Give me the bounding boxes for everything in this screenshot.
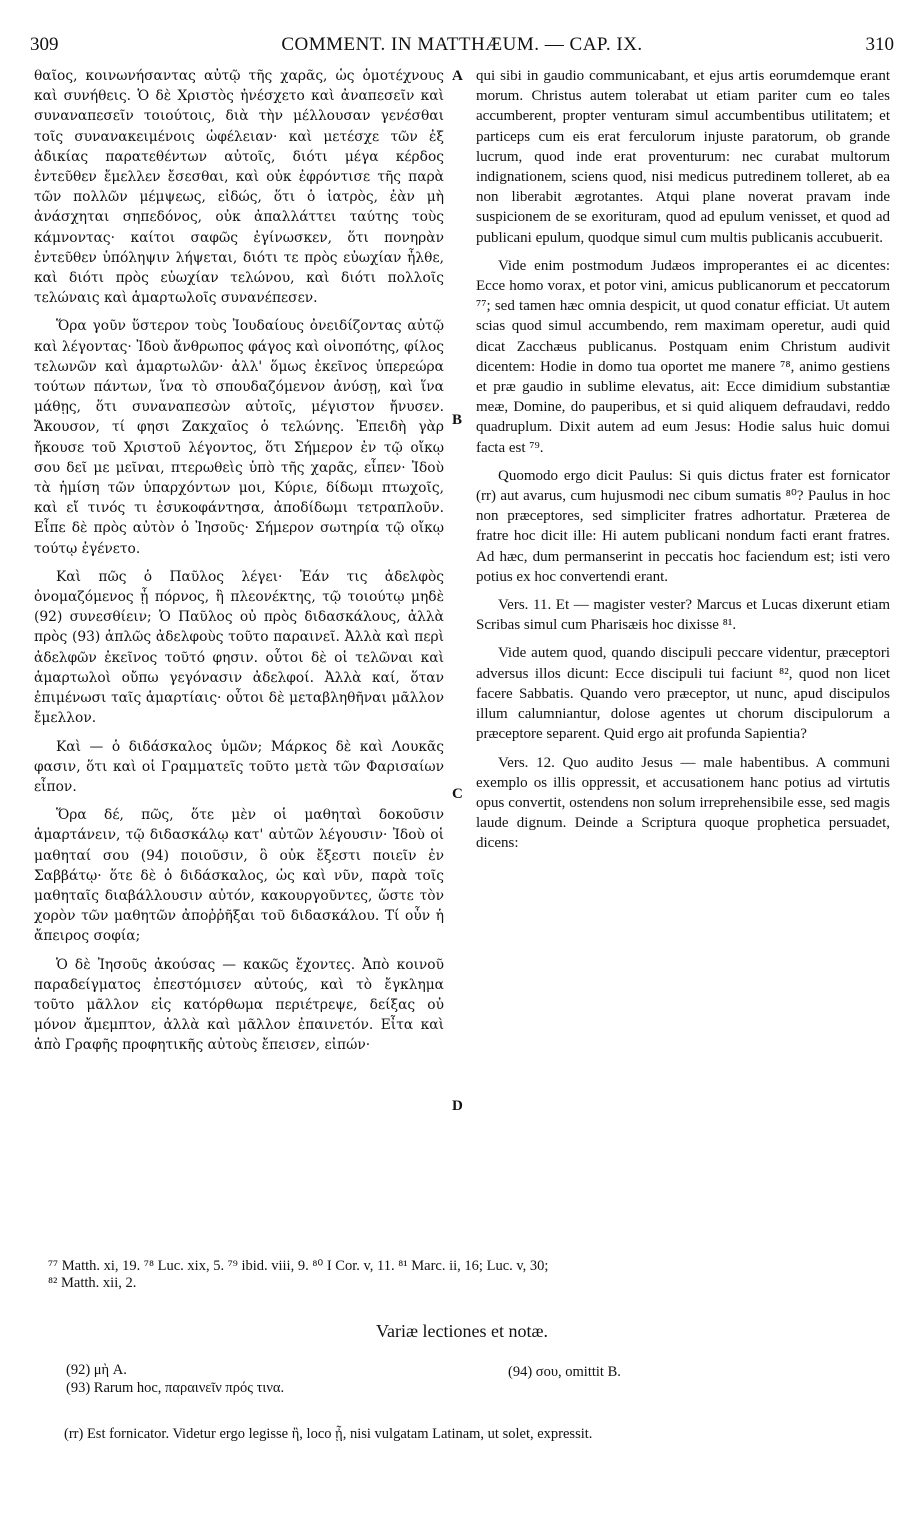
latin-paragraph: Quomodo ergo dicit Paulus: Si quis dictus frater est fornicator (rr) aut avarus, cum hujusmodi nec cibum sumatis ⁸⁰? Paulus in hoc non præceptores, sed simpliciter fratres adhortatur. Præterea de fratre hoc dicit ille: Hi autem publicani nondum facti erant fratres. Ad hæc, dum permanserint in peccatis hoc faciendum est; isti vero potius ex hoc convertendi erant. <box>476 467 890 585</box>
latin-paragraph: Vide enim postmodum Judæos improperantes ei ac dicentes: Ecce homo vorax, et potor vini, amicus publicanorum et peccatorum ⁷⁷; sed tamen hæc omnia despicit, ut quod conatur efficiat. Ut autem scias quod simul accumbendo, rem maximam operetur, audi quid dicat Zacchæus publicanus. Postquam enim Christum audivit dicentem: Hodie in domo tua oportet me manere ⁷⁸, animo gestiens et præ gaudio in sublime elevatus, ait: Ecce dimidium substantiæ meæ, Domine, do pauperibus, et si quid aliquem defraudavi, reddo quadruplum. Dixit autem ad eum Jesus: Hodie salus huic domui facta est ⁷⁹. <box>476 257 890 456</box>
page-number-left: 309 <box>30 34 59 55</box>
footnote-line: ⁸² Matth. xii, 2. <box>48 1275 137 1291</box>
latin-paragraph: Vers. 12. Quo audito Jesus — male habentibus. A communi exemplo os illis oppressit, et accusationem hanc potius ad virtutis opus convertit, ostendens non solum irreprehensibile esse, sed magis laude dignum. Deinde a Scriptura quoque prophetica persuadet, dicens: <box>476 754 890 852</box>
margin-letter: C <box>452 786 463 802</box>
running-title: COMMENT. IN MATTHÆUM. — CAP. IX. <box>281 34 643 55</box>
margin-letter: D <box>452 1098 463 1114</box>
margin-letter: A <box>452 68 463 84</box>
greek-paragraph: Ὁ δὲ Ἰησοῦς ἀκούσας — κακῶς ἔχοντες. Ἀπὸ κοινοῦ παραδείγματος ἐπεστόμισεν αὐτούς, καὶ τὸ ἔγκλημα τοῦτο μᾶλλον εἰς κατόρθωμα περιέτρεψε, δείξας οὐ μόνον ἄμεμπτον, ἀλλὰ καὶ μᾶλλον ἐπαινετόν. Εἶτα καὶ ἀπὸ Γραφῆς προφητικῆς αὐτοὺς ἔπεισεν, εἰπών· <box>34 956 444 1054</box>
latin-column <box>476 66 890 862</box>
latin-paragraph: qui sibi in gaudio communicabant, et ejus artis eorumdemque erant morum. Christus autem tolerabat ut etiam pariter cum eo tales accumberent, propter venturam simul accumbentibus utilitatem; et particeps cum eis erat ferculorum injuste paratorum, ob grande lucrum, quod inde erat proventurum: nec curabat multorum indignationem, sciens quod, nisi medicus putredinem tolleret, ab ea non liberabit ægrotantes. Atqui plane noverat pravam inde suspicionem de se exorituram, quod ad epulum venisset, et quod ad publicani epulum, quodque simul cum multis publicanis accubuerit. <box>476 68 890 246</box>
latin-paragraph: Vide autem quod, quando discipuli peccare videntur, præceptori adversus illos dicunt: Ecce discipuli tui faciunt ⁸², quod non licet facere Sabbatis. Quando vero præceptor, ut nunc, apud discipulos illum calumniantur, dolose agentes ut chorum discipulorum a præceptore separent. Quid ergo ait profunda Sapientia? <box>476 645 890 743</box>
greek-paragraph: θαῖος, κοινωνήσαντας αὐτῷ τῆς χαρᾶς, ὡς ὁμοτέχνους καὶ συνήθεις. Ὁ δὲ Χριστὸς ἠνέσχετο καὶ ἀναπεσεῖν καὶ συναναπεσεῖν τοιούτοις, διὰ τὴν μέλλουσαν γενέσθαι τοῖς συνανακειμένοις ὠφέλειαν· καὶ μετέσχε τῶν ἐξ ἀδικίας παρατεθέντων αὐτοῖς, διότι μέγα κέρδος ἐντεῦθεν ἔμελλεν ἔσεσθαι, καὶ οὐκ ἐφρόντισε τῆς παρὰ τῶν πολλῶν μέμψεως, εἰδώς, ὅτι ὁ ἰατρὸς, ἐὰν μὴ ἀνάσχηται σηπεδόνος, οὐκ ἀπαλλάττει ταύτης τοὺς κάμνοντας· καίτοι σαφῶς ἐγίνωσκεν, ὅτι πονηρὰν ἐντεῦθεν ὑπόληψιν λήψεται, διότι τε πρὸς εὐωχίαν ἦλθε, καὶ διότι πρὸς εὐωχίαν τελώνου, καὶ διότι πολλοῖς τελώναις καὶ ἁμαρτωλοῖς συνανέπεσεν. <box>34 68 444 307</box>
greek-paragraph: Καὶ πῶς ὁ Παῦλος λέγει· Ἐάν τις ἀδελφὸς ὀνομαζόμενος ᾖ πόρνος, ἢ πλεονέκτης, τῷ τοιούτῳ μηδὲ (92) συνεσθίειν; Ὁ Παῦλος οὐ πρὸς διδασκάλους, ἀλλὰ πρὸς (93) ἁπλῶς ἀδελφοὺς τοῦτο παραινεῖ. Ἀλλὰ καὶ περὶ ἀδελφῶν ἐκεῖνος τοῦτό φησιν. οὗτοι δὲ οἱ τελῶναι καὶ ἁμαρτωλοὶ οὔπω γεγόνασιν ἀδελφοί. Ἀλλὰ καί, ὅταν ἐπιμένωσι ταῖς ἁμαρτίαις· οὗτοι δὲ μεταβληθῆναι μᾶλλον ἔμελλον. <box>34 568 444 727</box>
footnotes <box>48 1258 898 1292</box>
variant-note-93: (93) Rarum hoc, παραινεῖν πρός τινα. <box>66 1380 285 1396</box>
margin-letter: B <box>452 412 463 428</box>
greek-paragraph: Καὶ — ὁ διδάσκαλος ὑμῶν; Μάρκος δὲ καὶ Λουκᾶς φασιν, ὅτι καὶ οἱ Γραμματεῖς τοῦτο μετὰ τῶν Φαρισαίων εἶπον. <box>34 738 444 795</box>
latin-paragraph: Vers. 11. Et — magister vester? Marcus et Lucas dixerunt etiam Scribas simul cum Pharisæis hoc dixisse ⁸¹. <box>476 597 890 634</box>
greek-column <box>34 66 444 1064</box>
page-header <box>30 34 894 58</box>
greek-paragraph: Ὅρα δέ, πῶς, ὅτε μὲν οἱ μαθηταὶ δοκοῦσιν ἁμαρτάνειν, τῷ διδασκάλῳ κατ' αὐτῶν λέγουσιν· Ἰδοὺ οἱ μαθηταί σου (94) ποιοῦσιν, ὃ οὐκ ἔξεστι ποιεῖν ἐν Σαββάτῳ· ὅτε δὲ ὁ διδάσκαλος, ὡς καὶ νῦν, παρὰ τοῖς μαθηταῖς διαβάλλουσιν αὐτόν, κακουργοῦντες, ὥστε τὸν χορὸν τῶν μαθητῶν ἀποῤῥῆξαι τοῦ διδασκάλου. Τί οὖν ἡ ἄπειρος σοφία; <box>34 807 444 945</box>
variant-note-rr: (rr) Est fornicator. Videtur ergo legisse ἢ, loco ᾖ, nisi vulgatam Latinam, ut solet, expressit. <box>64 1426 593 1442</box>
footnote-line: ⁷⁷ Matth. xi, 19. ⁷⁸ Luc. xix, 5. ⁷⁹ ibid. viii, 9. ⁸⁰ I Cor. v, 11. ⁸¹ Marc. ii, 16; Luc. v, 30; <box>48 1258 549 1274</box>
greek-paragraph: Ὅρα γοῦν ὕστερον τοὺς Ἰουδαίους ὀνειδίζοντας αὐτῷ καὶ λέγοντας· Ἰδοὺ ἄνθρωπος φάγος καὶ οἰνοπότης, φίλος τελωνῶν καὶ ἁμαρτωλῶν· ἀλλ' ὅμως ἐκεῖνος ὑπερεώρα τούτων πάντων, ἵνα τὸ σπουδαζόμενον ἀνύσῃ, καὶ ἵνα μάθῃς, ὅτι συναναπεσὼν αὐτοῖς, μέγιστον ἤνυσεν. Ἄκουσον, τί φησι Ζακχαῖος ὁ τελώνης. Ἐπειδὴ γὰρ ἤκουσε τοῦ Χριστοῦ λέγοντος, ὅτι Σήμερον ἐν τῷ οἴκῳ σου δεῖ με μεῖναι, πτερωθεὶς ὑπὸ τῆς χαρᾶς, εἶπεν· Ἰδοὺ τὰ ἡμίση τῶν ὑπαρχόντων μοι, Κύριε, δίδωμι πτωχοῖς, καὶ εἴ τινός τι ἐσυκοφάντησα, ἀποδίδωμι τετραπλοῦν. Εἶπε δὲ πρὸς αὐτὸν ὁ Ἰησοῦς· Σήμερον σωτηρία τῷ οἴκῳ τούτῳ ἐγένετο. <box>34 318 444 557</box>
page-number-right: 310 <box>865 34 894 55</box>
variant-note-94: (94) σου, omittit B. <box>508 1364 621 1380</box>
variant-note-92: (92) μὴ A. <box>66 1362 127 1378</box>
variae-title: Variæ lectiones et notæ. <box>376 1321 548 1341</box>
